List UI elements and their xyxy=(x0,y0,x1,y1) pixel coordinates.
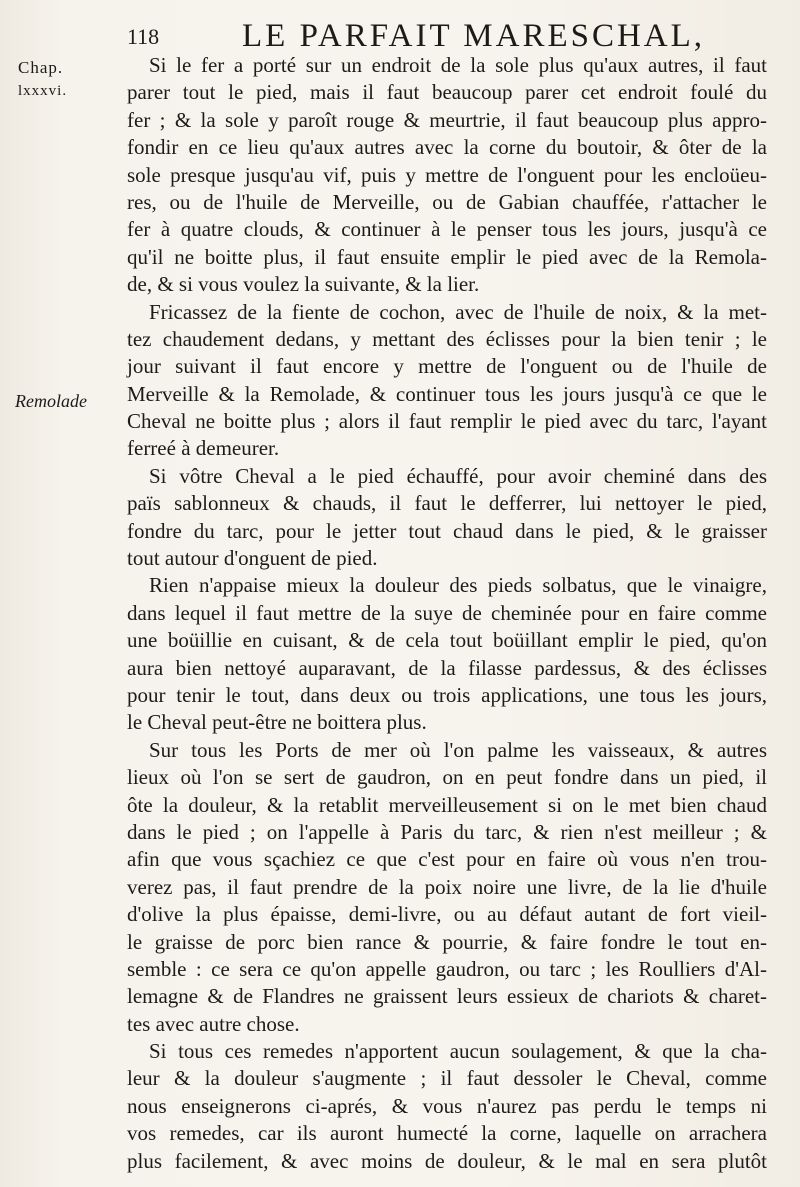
text-line: tez chaudement dedans, y mettant des éclisses pour la bien tenir ; le xyxy=(127,326,767,351)
text-line: plus facilement, & avec moins de douleur, & le mal en sera plutôt xyxy=(127,1148,767,1173)
text-line: Si tous ces remedes n'apportent aucun soulagement, & que la cha- xyxy=(149,1039,767,1064)
text-line: lieux où l'on se sert de gaudron, on en peut fondre dans un pied, il xyxy=(127,765,767,790)
text-line: païs sablonneux & chauds, il faut le defferrer, lui nettoyer le pied, xyxy=(127,491,767,516)
text-line: Si vôtre Cheval a le pied échauffé, pour avoir cheminé dans des xyxy=(149,463,767,488)
text-line: jour suivant il faut encore y mettre de l'onguent ou de l'huile de xyxy=(127,354,767,379)
body-text xyxy=(127,52,767,1175)
text-line: fondre du tarc, pour le jetter tout chaud dans le pied, & le graisser xyxy=(127,518,767,543)
text-line: semble : ce sera ce qu'on appelle gaudron, ou tarc ; les Roulliers d'Al- xyxy=(127,956,767,981)
chapter-number: lxxxvi. xyxy=(18,83,68,99)
text-line: dans le pied ; on l'appelle à Paris du tarc, & rien n'est meilleur ; & xyxy=(127,819,767,844)
text-line: de, & si vous voulez la suivante, & la lier. xyxy=(127,272,480,297)
text-line: Si le fer a porté sur un endroit de la sole plus qu'aux autres, il faut xyxy=(149,53,767,77)
text-line: afin que vous sçachiez ce que c'est pour en faire où vous n'en trou- xyxy=(127,847,767,872)
text-line: vos remedes, car ils auront humecté la corne, laquelle on arrachera xyxy=(127,1121,767,1146)
text-line: verez pas, il faut prendre de la poix noire une livre, de la lie d'huile xyxy=(127,874,767,899)
text-line: le Cheval peut-être ne boittera plus. xyxy=(127,710,427,735)
text-line: qu'il ne boitte plus, il faut ensuite emplir le pied avec de la Remola- xyxy=(127,244,767,269)
text-line: lemagne & de Flandres ne graissent leurs essieux de chariots & charet- xyxy=(127,984,767,1009)
text-line: res, ou de l'huile de Merveille, ou de Gabian chauffée, r'attacher le xyxy=(127,189,767,214)
text-line: Merveille & la Remolade, & continuer tous les jours jusqu'à ce que le xyxy=(127,381,767,406)
text-line: ôte la douleur, & la retablit merveilleusement si on le met bien chaud xyxy=(127,792,767,817)
text-line: nous enseignerons ci-aprés, & vous n'aurez pas perdu le temps ni xyxy=(127,1093,767,1118)
text-line: d'olive la plus épaisse, demi-livre, ou au défaut autant de fort vieil- xyxy=(127,902,767,927)
text-line: tout autour d'onguent de pied. xyxy=(127,546,378,571)
text-line: leur & la douleur s'augmente ; il faut dessoler le Cheval, comme xyxy=(127,1066,767,1091)
page-number: 118 xyxy=(127,24,160,49)
text-line: parer tout le pied, mais il faut beaucoup parer cet endroit foulé du xyxy=(127,80,767,105)
text-line: Fricassez de la fiente de cochon, avec de l'huile de noix, & la met- xyxy=(149,299,767,324)
text-line: pour tenir le tout, dans deux ou trois applications, une tous les jours, xyxy=(127,682,767,707)
chapter-label: Chap. xyxy=(18,58,64,77)
text-line: dans lequel il faut mettre de la suye de cheminée pour en faire comme xyxy=(127,600,767,625)
text-line: le graisse de porc bien rance & pourrie, & faire fondre le tout en- xyxy=(127,929,767,954)
text-line: sole presque jusqu'au vif, puis y mettre de l'onguent pour les encloüeu- xyxy=(127,162,767,187)
text-line: fondir en ce lieu qu'aux autres avec la corne du boutoir, & ôter de la xyxy=(127,135,767,160)
text-line: tes avec autre chose. xyxy=(127,1011,300,1036)
text-line: aura bien nettoyé auparavant, de la filasse pardessus, & des éclisses xyxy=(127,655,767,680)
text-line: fer ; & la sole y paroît rouge & meurtrie, il faut beaucoup plus appro- xyxy=(127,107,767,132)
text-line: ferreé à demeurer. xyxy=(127,436,280,461)
side-note-remolade: Remolade xyxy=(15,391,87,411)
text-line: Sur tous les Ports de mer où l'on palme les vaisseaux, & autres xyxy=(149,737,767,762)
text-line: Rien n'appaise mieux la douleur des pieds solbatus, que le vinaigre, xyxy=(149,573,767,598)
running-title: LE PARFAIT MARESCHAL, xyxy=(242,18,706,54)
text-line: Cheval ne boitte plus ; alors il faut remplir le pied avec du tarc, l'ayant xyxy=(127,409,767,434)
text-line: une boüillie en cuisant, & de cela tout boüillant emplir le pied, qu'on xyxy=(127,628,767,653)
text-line: fer à quatre clouds, & continuer à le penser tous les jours, jusqu'à ce xyxy=(127,217,767,242)
